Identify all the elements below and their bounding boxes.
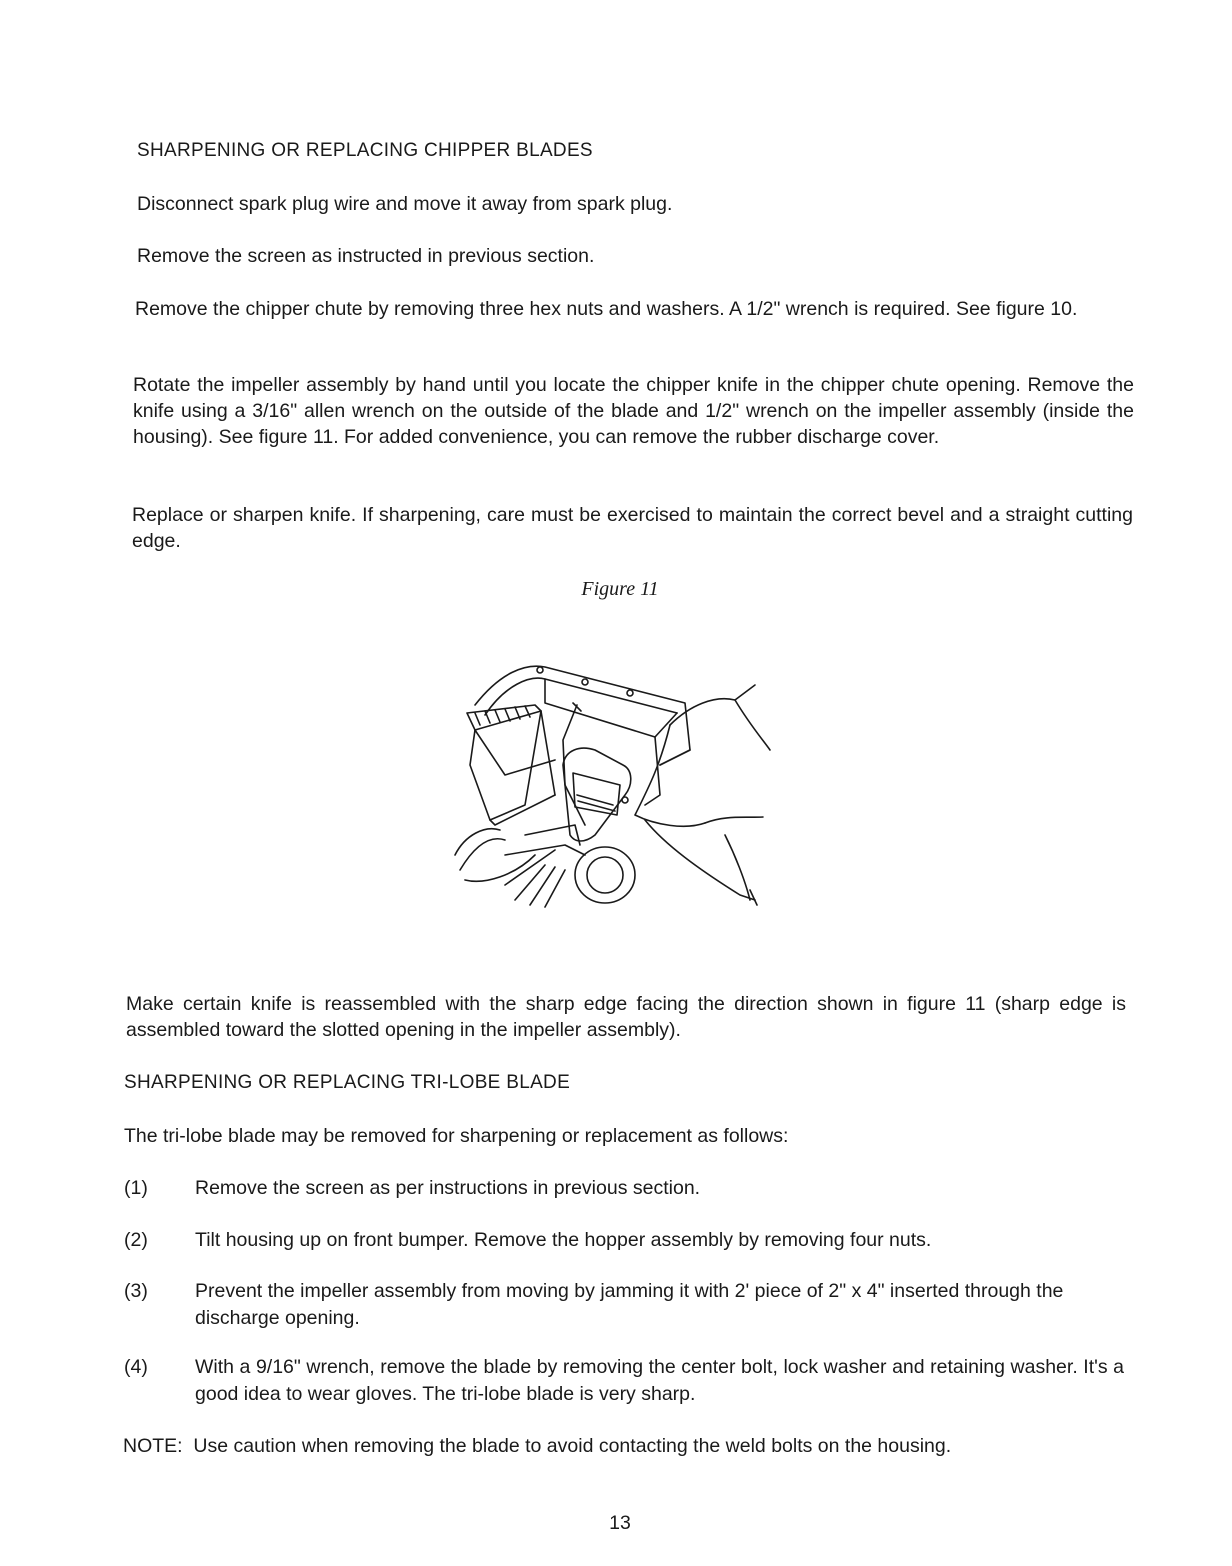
- step-text: With a 9/16" wrench, remove the blade by removing the center bolt, lock washer and retaining washer. It's a good idea to wear gloves. The tri-lobe blade is very sharp.: [195, 1356, 1124, 1405]
- paragraph-rotate-impeller: Rotate the impeller assembly by hand until you locate the chipper knife in the chipper chute opening. Remove the knife using a 3/16" allen wrench on the outside of the blade and 1/2" wrench on the impeller assembly (inside the housing). See figure 11. For added convenience, you can remove the rubber discharge cover.: [133, 374, 1134, 448]
- step-number: (4): [124, 1356, 148, 1378]
- section-heading-tri-lobe-blade: SHARPENING OR REPLACING TRI-LOBE BLADE: [124, 1072, 571, 1093]
- section-heading-chipper-blades: SHARPENING OR REPLACING CHIPPER BLADES: [137, 140, 593, 161]
- paragraph-replace-or-sharpen: Replace or sharpen knife. If sharpening, care must be exercised to maintain the correct bevel and a straight cutting edge.: [132, 504, 1133, 552]
- paragraph-reassemble-knife: Make certain knife is reassembled with the sharp edge facing the direction shown in figure 11 (sharp edge is assembled toward the slotted opening in the impeller assembly).: [126, 993, 1126, 1041]
- page-number: 13: [609, 1512, 631, 1534]
- note-paragraph: NOTE: Use caution when removing the blade to avoid contacting the weld bolts on the housing.: [123, 1435, 952, 1457]
- step-number: (2): [124, 1229, 148, 1251]
- list-item: [124, 1227, 1124, 1255]
- step-text: Tilt housing up on front bumper. Remove the hopper assembly by removing four nuts.: [195, 1229, 932, 1251]
- paragraph-disconnect-spark-plug: Disconnect spark plug wire and move it away from spark plug.: [137, 193, 673, 215]
- list-item: [124, 1354, 1124, 1410]
- figure-caption: Figure 11: [581, 578, 659, 600]
- paragraph-remove-chipper-chute: Remove the chipper chute by removing three hex nuts and washers. A 1/2" wrench is required. See figure 10.: [135, 298, 1078, 320]
- paragraph-tri-lobe-intro: The tri-lobe blade may be removed for sharpening or replacement as follows:: [124, 1125, 789, 1147]
- list-item: [124, 1175, 1124, 1203]
- list-item: [124, 1278, 1124, 1334]
- step-number: (1): [124, 1177, 148, 1199]
- step-text: Remove the screen as per instructions in previous section.: [195, 1177, 701, 1199]
- chipper-chute-drawing: [467, 705, 555, 825]
- impeller-housing-drawing: [475, 666, 690, 805]
- figure-11-illustration: [445, 655, 775, 910]
- paragraph-remove-screen: Remove the screen as instructed in previous section.: [137, 245, 595, 267]
- step-number: (3): [124, 1280, 148, 1302]
- step-text: Prevent the impeller assembly from moving by jamming it with 2' piece of 2" x 4" inserted through the discharge opening.: [195, 1280, 1064, 1329]
- impeller-opening-drawing: [563, 703, 631, 841]
- hand-drawing: [635, 685, 770, 905]
- wheel-drawing: [455, 825, 635, 907]
